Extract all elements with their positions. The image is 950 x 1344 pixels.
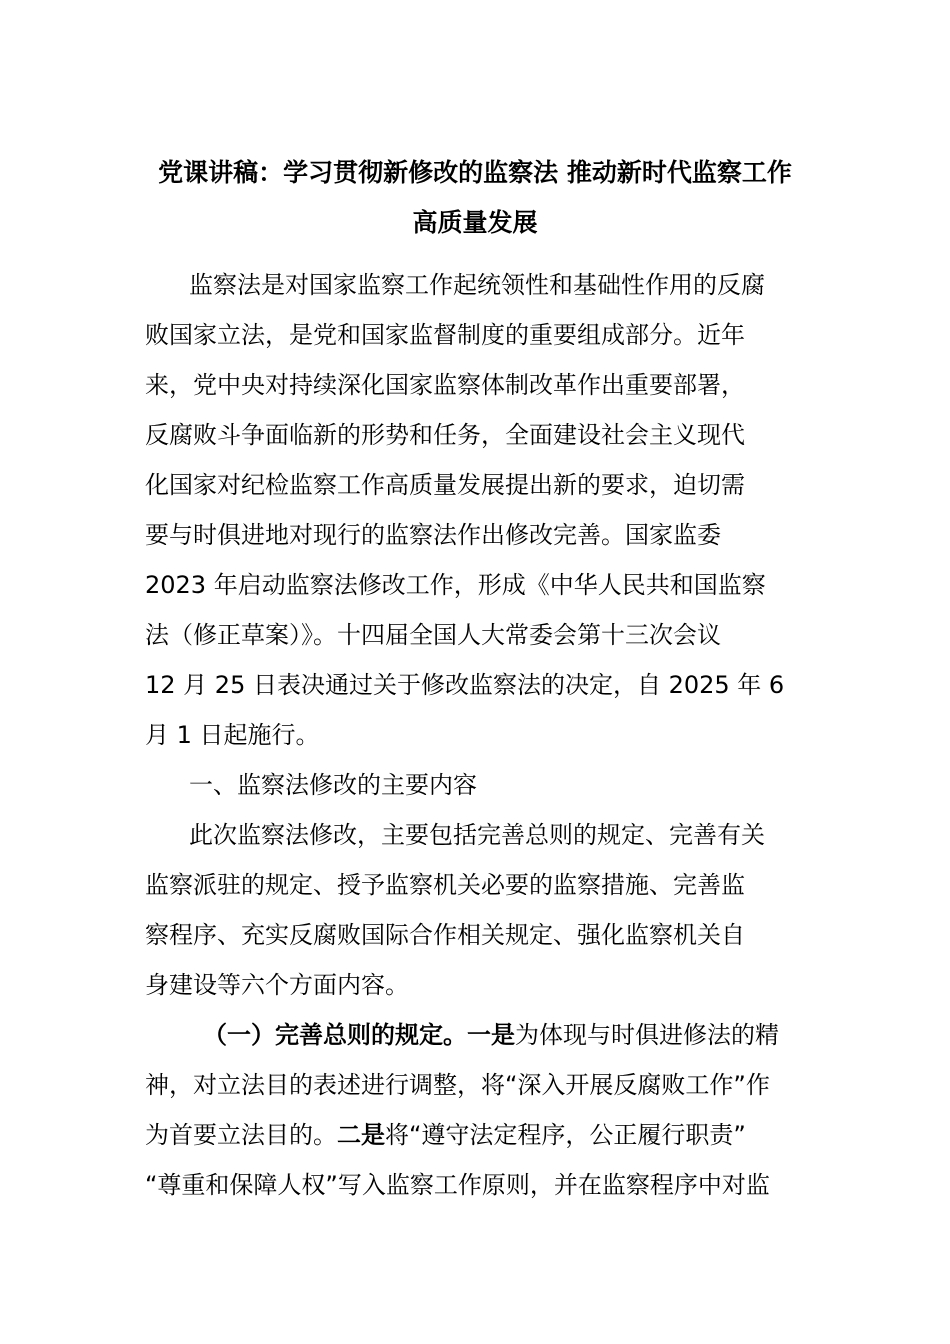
paragraph-text: 将“遵守法定程序，公正履行职责” bbox=[385, 1121, 746, 1149]
paragraph-line: 监察派驻的规定、授予监察机关必要的监察措施、完善监 bbox=[145, 871, 745, 899]
paragraph-line: 化国家对纪检监察工作高质量发展提出新的要求，迫切需 bbox=[145, 471, 745, 499]
section-one bbox=[145, 760, 810, 1010]
paragraph-line: 神，对立法目的表述进行调整，将“深入开展反腐败工作”作 bbox=[145, 1071, 770, 1099]
point-marker-first: 一是 bbox=[467, 1021, 515, 1049]
paragraph-line: 要与时俱进地对现行的监察法作出修改完善。国家监委 bbox=[145, 521, 721, 549]
paragraph-line: 反腐败斗争面临新的形势和任务，全面建设社会主义现代 bbox=[145, 421, 745, 449]
paragraph-line: 此次监察法修改，主要包括完善总则的规定、完善有关 bbox=[189, 821, 765, 849]
paragraph-line: 来，党中央对持续深化国家监察体制改革作出重要部署， bbox=[145, 371, 745, 399]
paragraph-line: 法（修正草案）》。十四届全国人大常委会第十三次会议 bbox=[145, 621, 721, 649]
subsection-heading: （一）完善总则的规定。 bbox=[203, 1021, 467, 1049]
paragraph-line: 2023 年启动监察法修改工作，形成《中华人民共和国监察 bbox=[145, 571, 766, 599]
document-title-line-2: 高质量发展 bbox=[412, 208, 538, 237]
paragraph-line: 月 1 日起施行。 bbox=[145, 721, 320, 749]
paragraph-line: 12 月 25 日表决通过关于修改监察法的决定，自 2025 年 6 bbox=[145, 671, 785, 699]
subsection-general-provisions bbox=[145, 1010, 810, 1210]
section-heading: 一、监察法修改的主要内容 bbox=[189, 771, 477, 799]
paragraph-line: “尊重和保障人权”写入监察工作原则，并在监察程序中对监 bbox=[145, 1171, 770, 1199]
paragraph-line: 身建设等六个方面内容。 bbox=[145, 971, 409, 999]
paragraph-line: 监察法是对国家监察工作起统领性和基础性作用的反腐 bbox=[189, 271, 765, 299]
paragraph-text: 为首要立法目的。 bbox=[145, 1121, 337, 1149]
paragraph-text: 为体现与时俱进修法的精 bbox=[515, 1021, 779, 1049]
paragraph-line bbox=[145, 1010, 810, 1060]
paragraph-intro bbox=[145, 260, 810, 760]
paragraph-line: 败国家立法，是党和国家监督制度的重要组成部分。近年 bbox=[145, 321, 745, 349]
document-title-line-1: 党课讲稿：学习贯彻新修改的监察法 推动新时代监察工作 bbox=[158, 158, 792, 187]
paragraph-line: 察程序、充实反腐败国际合作相关规定、强化监察机关自 bbox=[145, 921, 745, 949]
paragraph-line bbox=[145, 1110, 810, 1160]
point-marker-second: 二是 bbox=[337, 1121, 385, 1149]
